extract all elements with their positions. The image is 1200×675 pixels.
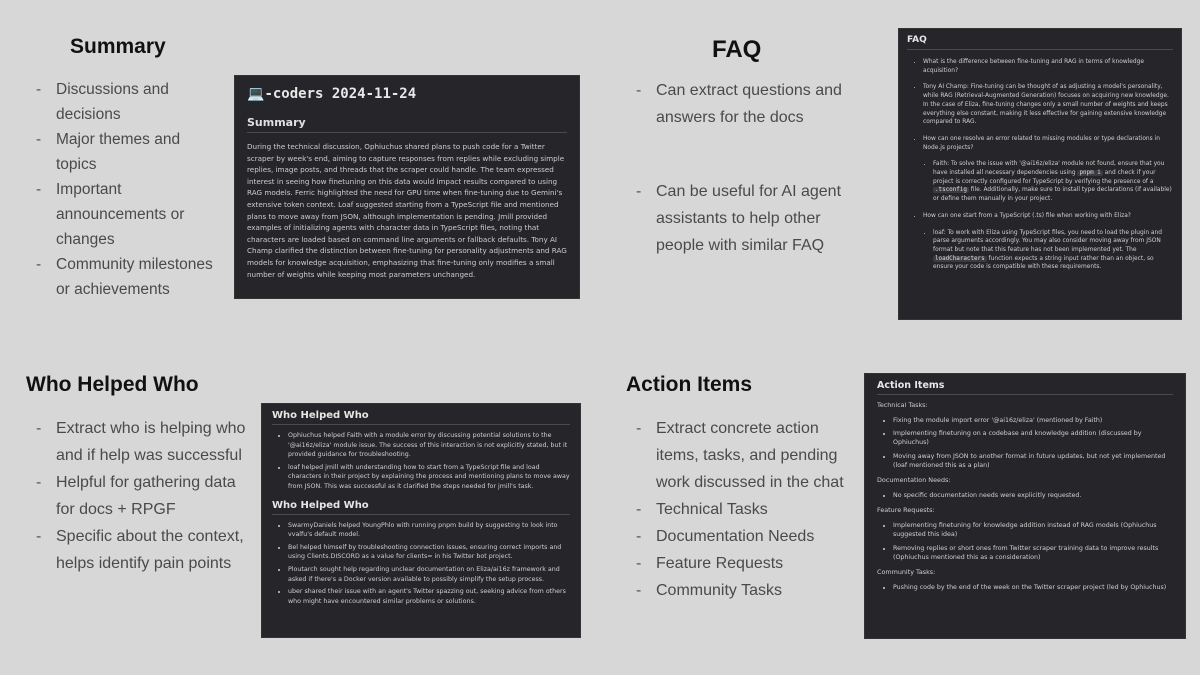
divider xyxy=(272,514,570,515)
list-item: - Important announcements or changes xyxy=(36,177,221,252)
answer-text: function expects a string input rather than an object, so ensure your code is compatible with these requirements. xyxy=(933,255,1154,271)
list-item: • uber shared their issue with an agent's Twitter spazzing out, seeking advice from others who might have encountered similar problems or solutions. xyxy=(288,587,570,606)
list-item: - Discussions and decisions xyxy=(36,77,221,127)
list-item: • Ophiuchus helped Faith with a module error by discussing potential solutions to the '@ai16z/eliza' module issue. The success of this interaction is not explicitly stated, but it provided guidance for troubleshooting. xyxy=(288,431,570,460)
list-item: • Bel helped himself by troubleshooting connection issues, ensuring correct imports and using Clients.DISCORD as a value for clients= in his Twitter bot project. xyxy=(288,543,570,562)
helped-panel-heading-2: Who Helped Who xyxy=(272,499,369,511)
category-label: Documentation Needs: xyxy=(877,476,951,485)
list-item: - Major themes and topics xyxy=(36,127,221,177)
channel-heading-text: -coders 2024-11-24 xyxy=(264,86,417,102)
list-item: - Helpful for gathering data for docs + RPGF xyxy=(36,469,256,523)
summary-body-text: During the technical discussion, Ophiuchus shared plans to push code for a Twitter scraper by week's end, aiming to capture responses from replies while excluding simple replies, image posts, and threads that the scraper could handle. The team expressed interest in seeing how finetuning on this data would impact results compared to using RAG models. Ferric highlighted the need for GPU time when fine-tuning due to Gemini's extensive token context. Loaf suggested starting from a TypeScript file and mentioned plans to move away from JSON, although implementation is pending. Jmill provided examples of initializing agents with character data in TypeScript files, noting that characters are loaded based on command line arguments or fallback defaults. Tony AI Champ clarified the distinction between fine-tuning for personality adjustments and RAG models for knowledge acquisition, emphasizing that fine-tuning only modifies a small number of weights while keeping most parameters unchanged. xyxy=(247,142,567,279)
list-item: • Implementing finetuning for knowledge addition instead of RAG models (Ophiuchus suggested this idea) xyxy=(893,521,1173,539)
faq-answer xyxy=(933,160,1173,204)
actions-bullets xyxy=(636,415,846,604)
list-item: - Feature Requests xyxy=(636,550,846,577)
actions-title: Action Items xyxy=(626,373,753,396)
faq-bullets-top xyxy=(636,77,846,131)
summary-bullets xyxy=(36,77,221,302)
faq-answer: • Tony AI Champ: Fine-tuning can be thought of as adjusting a model's personality, while RAG (Retrieval-Augmented Generation) focuses on acquiring new knowledge. In the case of Eliza, fine-tuning changes only a small number of weights and keeps everything else constant, making it less effective for gaining extensive knowledge compared to RAG. xyxy=(923,83,1173,127)
list-item: • Removing replies or short ones from Twitter scraper training data to improve results (Ophiuchus mentioned this as a consideration) xyxy=(893,544,1173,562)
documentation-needs-list xyxy=(877,491,1173,500)
list-item: - Can extract questions and answers for the docs xyxy=(636,77,846,131)
list-item: • Ploutarch sought help regarding unclear documentation on Eliza/ai16z framework and asked if there's a Docker version available to possibly simplify the setup process. xyxy=(288,565,570,584)
feature-requests-list xyxy=(877,521,1173,562)
list-item: - Can be useful for AI agent assistants to help other people with similar FAQ xyxy=(636,178,846,259)
summary-subheading: Summary xyxy=(247,116,306,129)
faq-answer xyxy=(933,229,1173,273)
faq-question-text: • How can one start from a TypeScript (.ts) file when working with Eliza? xyxy=(923,212,1131,219)
list-item: • No specific documentation needs were explicitly requested. xyxy=(893,491,1173,500)
divider xyxy=(272,424,570,425)
faq-bullets-bottom xyxy=(636,178,846,259)
faq-question: • What is the difference between fine-tuning and RAG in terms of knowledge acquisition? xyxy=(923,58,1173,75)
category-label: Technical Tasks: xyxy=(877,401,928,409)
community-tasks-list xyxy=(877,583,1173,592)
list-item: • SwarmyDaniels helped YoungPhlo with running pnpm build by suggesting to look into vvalfu's default model. xyxy=(288,521,570,540)
actions-screenshot-panel xyxy=(864,373,1186,639)
faq-list xyxy=(907,58,1173,272)
list-item: • Moving away from JSON to another format in future updates, but not yet implemented (loaf mentioned this as a plan) xyxy=(893,452,1173,470)
list-item: - Community Tasks xyxy=(636,577,846,604)
answer-text: Faith: To solve the issue with '@ai16z/eliza' module not found, ensure that you have installed all necessary dependencies using xyxy=(933,161,1165,177)
actions-panel-heading: Action Items xyxy=(877,380,945,391)
list-item: - Extract who is helping who and if help was successful xyxy=(36,415,256,469)
category-label: Feature Requests: xyxy=(877,506,935,515)
divider xyxy=(247,132,567,133)
list-item: • Pushing code by the end of the week on the Twitter scraper project (led by Ophiuchus) xyxy=(893,583,1173,592)
technical-tasks-list xyxy=(877,416,1173,470)
divider xyxy=(907,49,1173,50)
helped-screenshot-panel xyxy=(261,403,581,638)
helped-panel-heading: Who Helped Who xyxy=(272,410,369,421)
category-label: Community Tasks: xyxy=(877,568,936,577)
inline-code: .tsconfig xyxy=(935,187,967,194)
helped-bullets xyxy=(36,415,256,577)
laptop-icon: 💻 xyxy=(247,86,265,102)
faq-screenshot-panel xyxy=(898,28,1182,320)
faq-title: FAQ xyxy=(712,36,762,63)
inline-code: pnpm i xyxy=(1079,170,1101,177)
helped-list-1 xyxy=(272,431,570,492)
faq-question xyxy=(923,212,1173,272)
divider xyxy=(877,394,1173,395)
list-item: • Implementing finetuning on a codebase and knowledge addition (discussed by Ophiuchus) xyxy=(893,429,1173,447)
answer-text: file. Additionally, make sure to install type declarations (if available) or define them manually in your project. xyxy=(933,187,1172,203)
list-item: - Documentation Needs xyxy=(636,523,846,550)
summary-title: Summary xyxy=(70,35,166,58)
faq-question-text: • How can one resolve an error related to missing modules or type declarations in Node.js projects? xyxy=(923,135,1160,151)
list-item: • Fixing the module import error '@ai16z/eliza' (mentioned by Faith) xyxy=(893,416,1173,425)
helped-title: Who Helped Who xyxy=(26,373,199,396)
helped-list-2 xyxy=(272,521,570,607)
faq-question xyxy=(923,135,1173,204)
answer-text: loaf: To work with Eliza using TypeScript files, you need to load the plugin and parse arguments accordingly. You may also consider moving away from JSON format but note that this feature has not been implemented yet. The xyxy=(933,229,1163,253)
channel-heading xyxy=(247,86,567,102)
list-item: - Community milestones or achievements xyxy=(36,252,221,302)
answer-text: and check if your project is correctly configured for TypeScript by verifying the presence of a xyxy=(933,170,1156,185)
list-item: - Specific about the context, helps identify pain points xyxy=(36,523,256,577)
faq-panel-heading: FAQ xyxy=(907,35,927,45)
list-item: - Extract concrete action items, tasks, and pending work discussed in the chat xyxy=(636,415,846,496)
inline-code: loadCharacters xyxy=(935,255,985,262)
list-item: • loaf helped jmill with understanding how to start from a TypeScript file and load characters in their project by explaining the process and mentioning plans to move away from JSON. This was successful as it clarified the steps needed for jmill's task. xyxy=(288,463,570,492)
list-item: - Technical Tasks xyxy=(636,496,846,523)
summary-screenshot-panel xyxy=(234,75,580,299)
